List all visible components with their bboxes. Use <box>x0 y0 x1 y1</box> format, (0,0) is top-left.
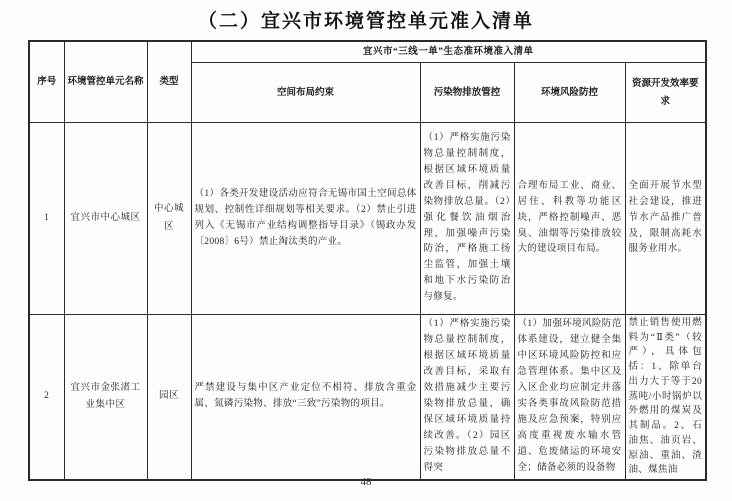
merged-header-ecology-list: 宜兴市“三线一单”生态准环境准入清单 <box>191 41 706 63</box>
col-header-pollutant-control: 污染物排放管控 <box>420 63 514 123</box>
row1-type: 中心城区 <box>147 123 191 315</box>
row1-resource-efficiency: 全面开展节水型社会建设，推进节水产品推广普及，限制高耗水服务业用水。 <box>625 123 706 315</box>
table-row <box>29 123 706 315</box>
col-header-spatial-layout: 空间布局约束 <box>191 63 420 123</box>
row1-pollutant-control: （1）严格实施污染物总量控制制度，根据区域环境质量改善目标，削减污染物排放总量。（2）强化餐饮油烟治理，加强噪声污染防治，严格施工扬尘监管，加强土壤和地下水污染防治与修复。 <box>420 123 514 315</box>
row1-spatial-layout: （1）各类开发建设活动应符合无锡市国土空间总体规划、控制性详细规划等相关要求。（2）禁止引进列入《无锡市产业结构调整指导目录》（锡政办发〔2008〕6号）禁止淘汰类的产业。 <box>191 123 420 315</box>
row2-index: 2 <box>29 315 64 480</box>
row2-resource-efficiency: 禁止销售使用燃料为“Ⅱ类”（较严），具体包括：1、除单台出力大于等于20蒸吨/小时锅炉以外燃用的煤炭及其制品。2、石油焦、油页岩、原油、重油、渣油、煤焦油 <box>625 315 706 480</box>
col-header-type: 类型 <box>147 41 191 123</box>
col-header-risk-control: 环境风险防控 <box>514 63 625 123</box>
page-number: 48 <box>360 476 372 488</box>
row2-unit-name: 宜兴市金张渚工业集中区 <box>64 315 147 480</box>
row2-risk-control: （1）加强环境风险防范体系建设，建立健全集中区环境风险防控和应急管理体系。集中区及入区企业均应制定并落实各类事故风险防范措施及应急预案，特别应高度重视废水输水管道、危废储运的环境安全；储备必须的设备物 <box>514 315 625 480</box>
row2-spatial-layout: 严禁建设与集中区产业定位不相符、排放含重金属、氮磷污染物、排放“三致”污染物的项目。 <box>191 315 420 480</box>
col-header-resource-efficiency: 资源开发效率要求 <box>625 63 706 123</box>
table-row <box>29 315 706 480</box>
access-list-table <box>28 40 707 481</box>
col-header-index: 序号 <box>29 41 64 123</box>
row1-index: 1 <box>29 123 64 315</box>
row1-risk-control: 合理布局工业、商业、居住、科教等功能区块，严格控制噪声、恶臭、油烟等污染排放较大的建设项目布局。 <box>514 123 625 315</box>
row1-unit-name: 宜兴市中心城区 <box>64 123 147 315</box>
page-title: （二）宜兴市环境管控单元准入清单 <box>197 11 534 32</box>
col-header-unit-name: 环境管控单元名称 <box>64 41 147 123</box>
row2-pollutant-control: （1）严格实施污染物总量控制制度，根据区域环境质量改善目标，采取有效措施减少主要污染物排放总量，确保区域环境质量持续改善。（2）园区污染物排放总量不得突 <box>420 315 514 480</box>
row2-type: 园区 <box>147 315 191 480</box>
header-row-merged <box>29 41 706 63</box>
